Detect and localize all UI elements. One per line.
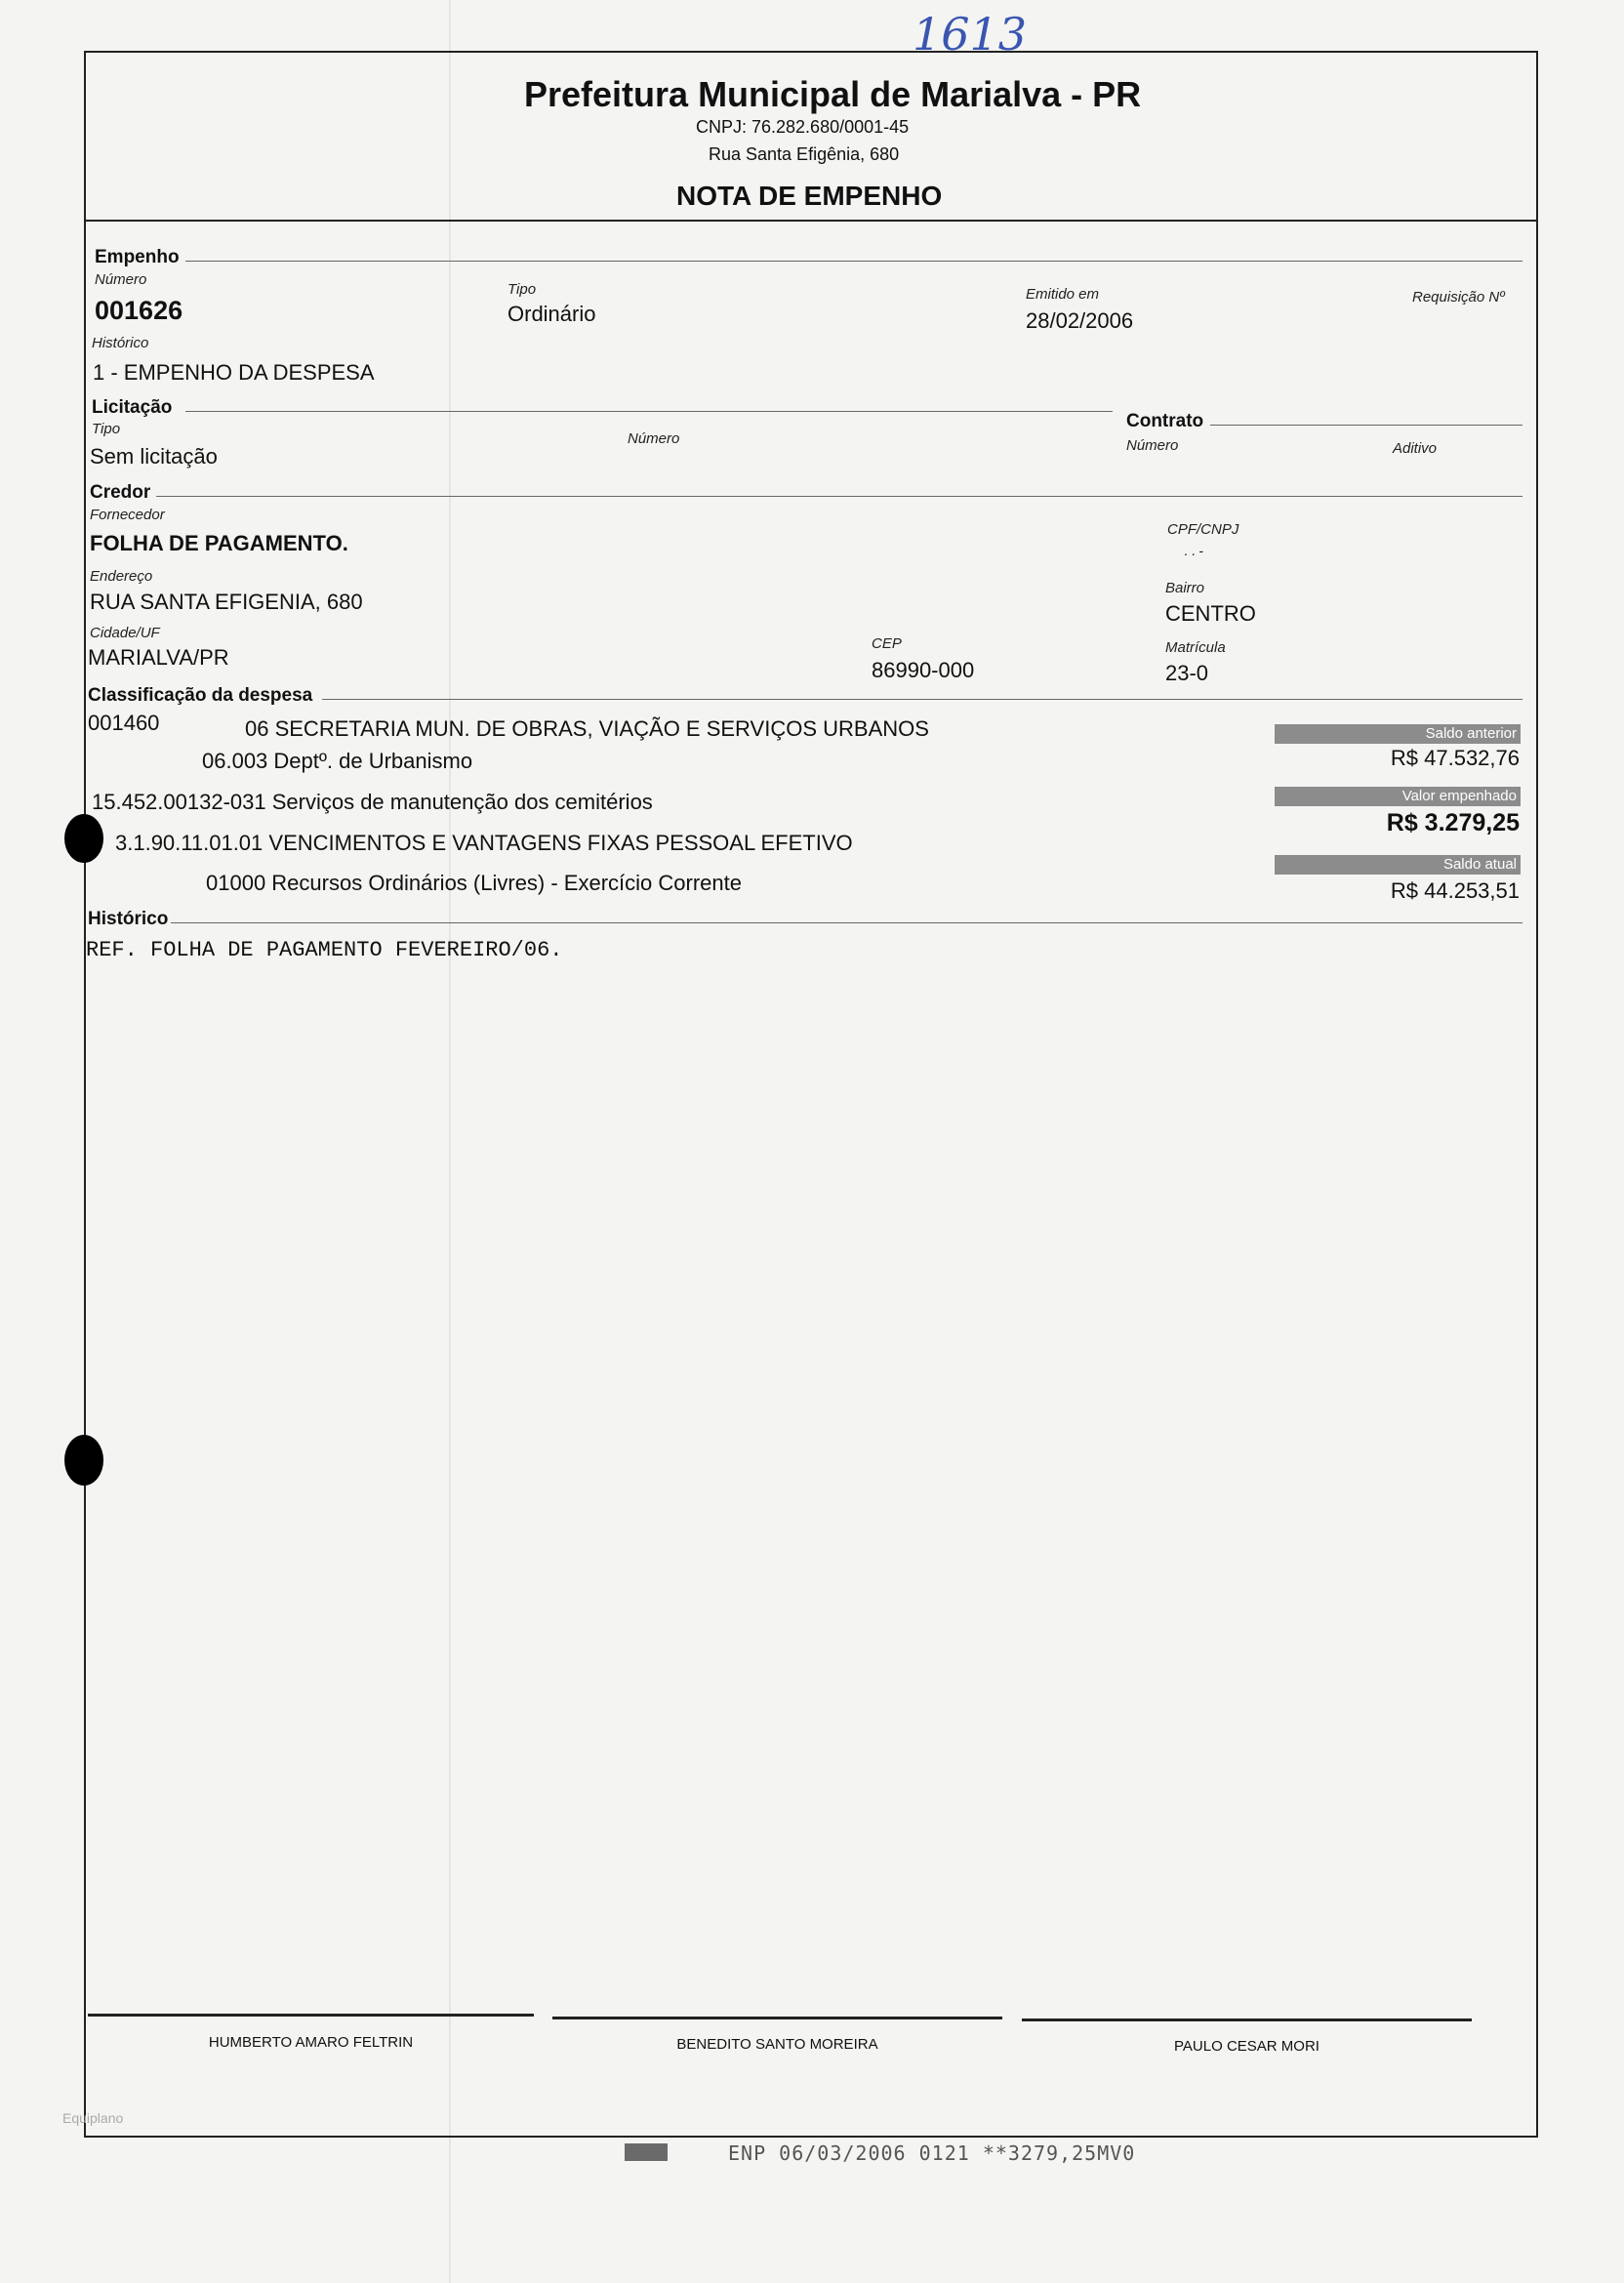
- empenho-rule: [185, 261, 1522, 262]
- software-watermark: Equiplano: [62, 2110, 124, 2126]
- licitacao-tipo: Sem licitação: [90, 444, 218, 469]
- signature-line-1: [88, 2014, 534, 2017]
- historico-rule: [171, 922, 1522, 923]
- valor-empenhado-label: Valor empenhado: [1275, 787, 1521, 806]
- fornecedor-name: FOLHA DE PAGAMENTO.: [90, 531, 348, 555]
- bairro-value: CENTRO: [1165, 601, 1256, 626]
- cidade-value: MARIALVA/PR: [88, 645, 229, 670]
- classificacao-natureza: 3.1.90.11.01.01 VENCIMENTOS E VANTAGENS FIXAS PESSOAL EFETIVO: [115, 831, 853, 855]
- classificacao-fonte: 01000 Recursos Ordinários (Livres) - Exercício Corrente: [206, 871, 742, 895]
- classificacao-section-label: Classificação da despesa: [88, 685, 313, 706]
- empenho-tipo: Ordinário: [508, 302, 596, 326]
- classificacao-secretaria: 06 SECRETARIA MUN. DE OBRAS, VIAÇÃO E SERVIÇOS URBANOS: [245, 716, 929, 741]
- address-text: Rua Santa Efigênia, 680: [709, 144, 900, 164]
- empenho-numero-label: Número: [95, 271, 147, 288]
- saldo-anterior-value: R$ 47.532,76: [1390, 746, 1520, 770]
- historico-text: REF. FOLHA DE PAGAMENTO FEVEREIRO/06.: [86, 938, 563, 962]
- licitacao-tipo-label: Tipo: [92, 421, 121, 437]
- signature-name-3: PAULO CESAR MORI: [1174, 2038, 1320, 2055]
- bairro-label: Bairro: [1165, 580, 1205, 596]
- cnpj-text: CNPJ: 76.282.680/0001-45: [696, 117, 910, 137]
- mechanical-authentication-stamp: ENP 06/03/2006 0121 **3279,25MV0: [728, 2141, 1136, 2165]
- matricula-value: 23-0: [1165, 661, 1209, 685]
- saldo-atual-label: Saldo atual: [1275, 855, 1521, 875]
- contrato-rule: [1210, 425, 1522, 426]
- classificacao-funcional: 15.452.00132-031 Serviços de manutenção dos cemitérios: [92, 790, 653, 814]
- matricula-label: Matrícula: [1165, 639, 1226, 656]
- signature-line-2: [552, 2017, 1002, 2019]
- fornecedor-label: Fornecedor: [90, 507, 165, 523]
- cpf-cnpj-label: CPF/CNPJ: [1167, 521, 1239, 538]
- handwritten-page-number: 1613: [913, 8, 1028, 61]
- cep-value: 86990-000: [872, 658, 975, 682]
- hole-punch-top: [64, 814, 103, 863]
- saldo-anterior-label: Saldo anterior: [1275, 724, 1521, 744]
- saldo-atual-value: R$ 44.253,51: [1390, 878, 1520, 903]
- contrato-numero-label: Número: [1126, 437, 1179, 454]
- empenho-historico: 1 - EMPENHO DA DESPESA: [93, 360, 375, 385]
- credor-section-label: Credor: [90, 482, 151, 503]
- classificacao-departamento: 06.003 Deptº. de Urbanismo: [202, 749, 473, 773]
- header-divider: [84, 220, 1538, 222]
- classificacao-rule: [322, 699, 1522, 700]
- credor-rule: [156, 496, 1522, 497]
- emitido-date: 28/02/2006: [1026, 308, 1134, 333]
- empenho-tipo-label: Tipo: [508, 281, 537, 298]
- empenho-section-label: Empenho: [95, 247, 180, 267]
- authentication-logo: [625, 2143, 668, 2161]
- empenho-historico-label: Histórico: [92, 335, 149, 351]
- requisicao-label: Requisição Nº: [1412, 289, 1505, 306]
- emitido-label: Emitido em: [1026, 286, 1100, 303]
- historico-section-label: Histórico: [88, 909, 169, 929]
- signature-name-2: BENEDITO SANTO MOREIRA: [676, 2036, 878, 2053]
- cidade-label: Cidade/UF: [90, 625, 160, 641]
- signature-line-3: [1022, 2018, 1472, 2021]
- contrato-section-label: Contrato: [1126, 411, 1204, 431]
- endereco-label: Endereço: [90, 568, 153, 585]
- signature-name-1: HUMBERTO AMARO FELTRIN: [208, 2034, 414, 2051]
- endereco-value: RUA SANTA EFIGENIA, 680: [90, 590, 363, 614]
- licitacao-numero-label: Número: [628, 430, 680, 447]
- cpf-cnpj-value: . . -: [1184, 543, 1204, 558]
- classificacao-code: 001460: [88, 711, 160, 735]
- hole-punch-bottom: [64, 1435, 103, 1486]
- document-title: NOTA DE EMPENHO: [676, 181, 943, 211]
- municipality-title: Prefeitura Municipal de Marialva - PR: [524, 74, 1142, 114]
- licitacao-rule: [185, 411, 1113, 412]
- empenho-numero: 001626: [95, 296, 183, 325]
- licitacao-section-label: Licitação: [92, 397, 173, 418]
- contrato-aditivo-label: Aditivo: [1393, 440, 1438, 457]
- cep-label: CEP: [872, 635, 902, 652]
- valor-empenhado-value: R$ 3.279,25: [1386, 809, 1520, 836]
